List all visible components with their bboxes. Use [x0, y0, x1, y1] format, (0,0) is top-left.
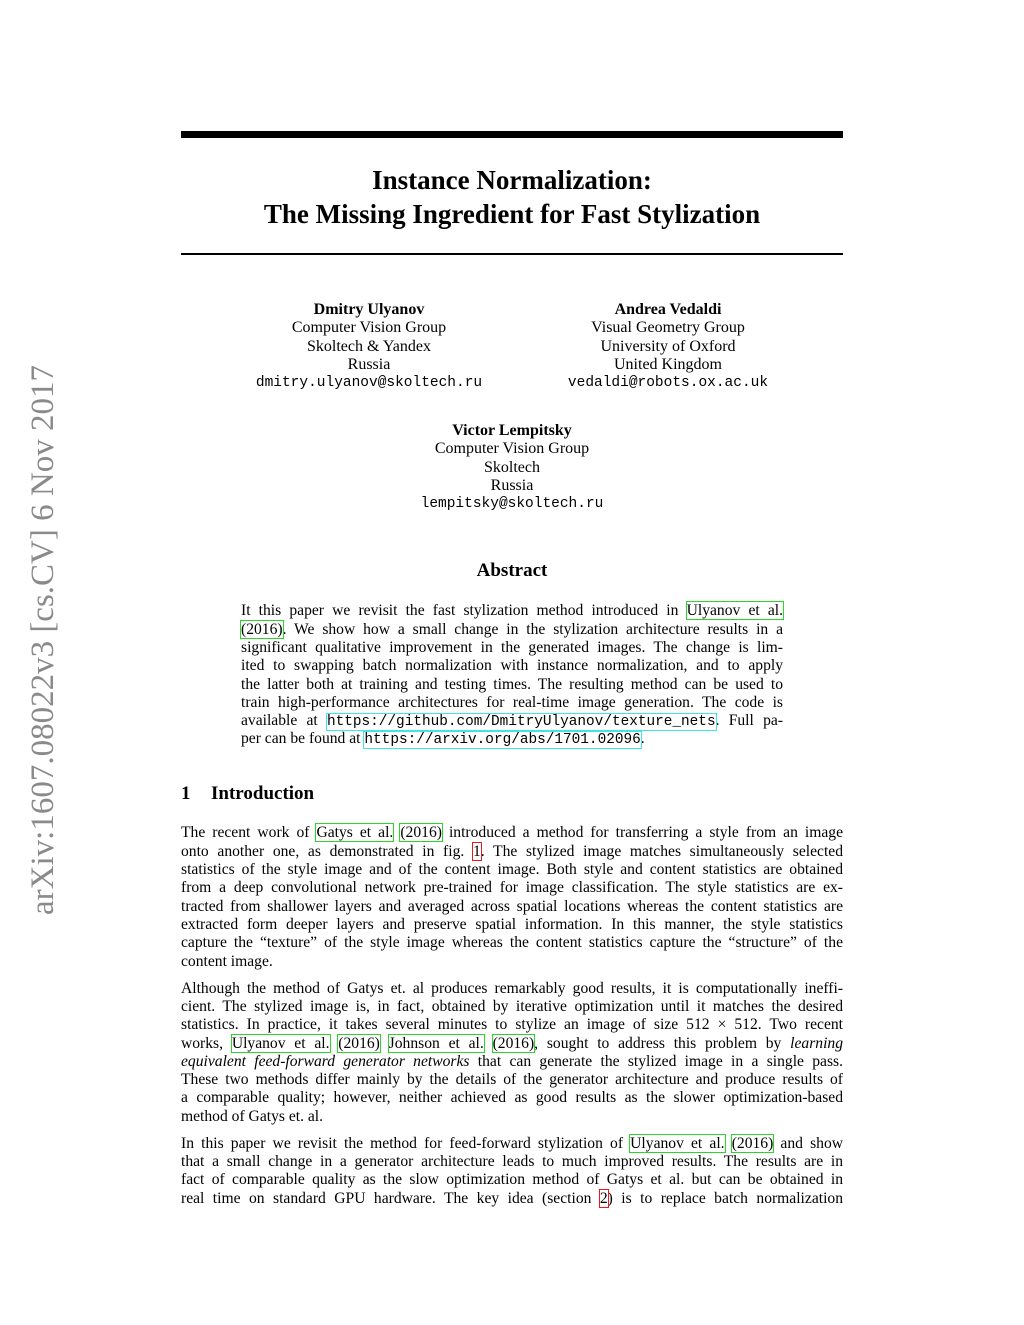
body-line: capture the “texture” of the style image whereas the content statistics capture the “structure” of the	[181, 934, 843, 951]
abstract-line: available at https://github.com/DmitryUlyanov/texture_nets. Full pa-	[241, 712, 783, 730]
abstract-heading: Abstract	[476, 560, 548, 581]
title-top-rule	[181, 131, 843, 138]
citation-link[interactable]: Ulyanov et al.	[630, 1135, 725, 1152]
body-line: These two methods differ mainly by the details of the generator architecture and produce results of	[181, 1071, 843, 1088]
citation-link[interactable]: (2016)	[492, 1035, 535, 1052]
title-line-2: The Missing Ingredient for Fast Stylization	[263, 199, 761, 229]
author-name: Andrea Vedaldi	[614, 301, 722, 318]
paper-url-link[interactable]: https://arxiv.org/abs/1701.02096	[364, 732, 641, 748]
title-bottom-rule	[181, 253, 843, 255]
body-line: method of Gatys et. al.	[181, 1108, 324, 1125]
author-affiliation: United Kingdom	[614, 355, 722, 373]
body-line: real time on standard GPU hardware. The key idea (section 2) is to replace batch normalization	[181, 1190, 843, 1207]
arxiv-identifier-stamp: arXiv:1607.08022v3 [cs.CV] 6 Nov 2017	[25, 365, 61, 915]
author-block-lempitsky	[372, 422, 652, 513]
citation-link[interactable]: Ulyanov et al.	[231, 1035, 330, 1052]
author-affiliation: Skoltech & Yandex	[307, 337, 431, 355]
section-reference-link[interactable]: 2	[599, 1190, 608, 1207]
abstract-line: per can be found at https://arxiv.org/abs/1701.02096.	[241, 730, 645, 748]
body-line: from a deep convolutional network pre-trained for image classification. The style statistics are ex-	[181, 879, 843, 896]
author-block-ulyanov	[229, 301, 509, 392]
section-title: Introduction	[211, 783, 315, 804]
author-email[interactable]: lempitsky@skoltech.ru	[420, 496, 604, 513]
abstract-line: It this paper we revisit the fast stylization method introduced in Ulyanov et al.	[241, 602, 783, 619]
abstract-line: ited to swapping batch normalization with instance normalization, and to apply	[241, 657, 783, 674]
body-line: statistics of the style image and of the content image. Both style and content statistics are obtained	[181, 861, 843, 878]
author-affiliation: Skoltech	[484, 458, 540, 476]
abstract-line: (2016). We show how a small change in the stylization architecture results in a	[241, 621, 783, 638]
abstract-line: train high-performance architectures for real-time image generation. The code is	[241, 694, 783, 711]
citation-link[interactable]: (2016)	[400, 824, 442, 841]
author-affiliation: Visual Geometry Group	[591, 319, 745, 337]
body-line: onto another one, as demonstrated in fig. 1. The stylized image matches simultaneously selected	[181, 843, 843, 860]
author-affiliation: Computer Vision Group	[291, 319, 447, 337]
body-line: statistics. In practice, it takes several minutes to stylize an image of size 512 × 512. Two recent	[181, 1016, 843, 1033]
author-email[interactable]: vedaldi@robots.ox.ac.uk	[567, 375, 769, 392]
author-affiliation: University of Oxford	[600, 337, 736, 355]
body-line: a comparable quality; however, neither achieved as good results as the slower optimization-based	[181, 1089, 843, 1106]
body-line: The recent work of Gatys et al. (2016) introduced a method for transferring a style from an image	[181, 824, 844, 841]
body-line: Although the method of Gatys et. al produces remarkably good results, it is computationally ineffi-	[181, 980, 843, 997]
author-affiliation: Russia	[490, 476, 534, 494]
body-line: fact of comparable quality as the slow optimization method of Gatys et al. but can be obtained in	[181, 1171, 843, 1188]
body-line: cient. The stylized image is, in fact, obtained by iterative optimization until it matches the desired	[181, 998, 843, 1015]
title-line-1: Instance Normalization:	[372, 165, 652, 195]
citation-link[interactable]: (2016)	[338, 1035, 380, 1052]
body-line: tracted from shallower layers and averaged across spatial locations whereas the content statistics are	[181, 898, 843, 915]
body-line: content image.	[181, 953, 273, 970]
citation-link[interactable]: (2016)	[241, 621, 283, 638]
citation-link[interactable]: (2016)	[731, 1135, 774, 1152]
body-line: that a small change in a generator architecture leads to much improved results. The results are in	[181, 1153, 843, 1170]
author-block-vedaldi	[528, 301, 808, 392]
paper-title	[181, 163, 843, 231]
citation-link[interactable]: Johnson et al.	[388, 1035, 484, 1052]
citation-link[interactable]: Ulyanov et al.	[686, 602, 783, 619]
body-line: extracted form deeper layers and preserve spatial information. In this manner, the style statistics	[181, 916, 843, 933]
body-line: equivalent feed-forward generator networks that can generate the stylized image in a single pass.	[181, 1053, 843, 1070]
author-affiliation: Computer Vision Group	[434, 440, 590, 458]
citation-link[interactable]: Gatys et al.	[316, 824, 394, 841]
author-email[interactable]: dmitry.ulyanov@skoltech.ru	[255, 375, 483, 392]
code-url-link[interactable]: https://github.com/DmitryUlyanov/texture_nets	[326, 714, 716, 730]
body-line: works, Ulyanov et al. (2016) Johnson et al. (2016), sought to address this problem by learning	[181, 1035, 843, 1052]
figure-reference-link[interactable]: 1	[472, 843, 481, 860]
body-line: In this paper we revisit the method for feed-forward stylization of Ulyanov et al. (2016) and show	[181, 1135, 843, 1152]
section-number: 1	[181, 783, 191, 804]
author-affiliation: Russia	[347, 355, 391, 373]
abstract-line: significant qualitative improvement in the generated images. The change is lim-	[241, 639, 783, 656]
section-heading-introduction	[181, 783, 314, 805]
author-name: Dmitry Ulyanov	[313, 301, 425, 318]
abstract-line: the latter both at training and testing times. The resulting method can be used to	[241, 676, 783, 693]
author-name: Victor Lempitsky	[452, 422, 572, 439]
